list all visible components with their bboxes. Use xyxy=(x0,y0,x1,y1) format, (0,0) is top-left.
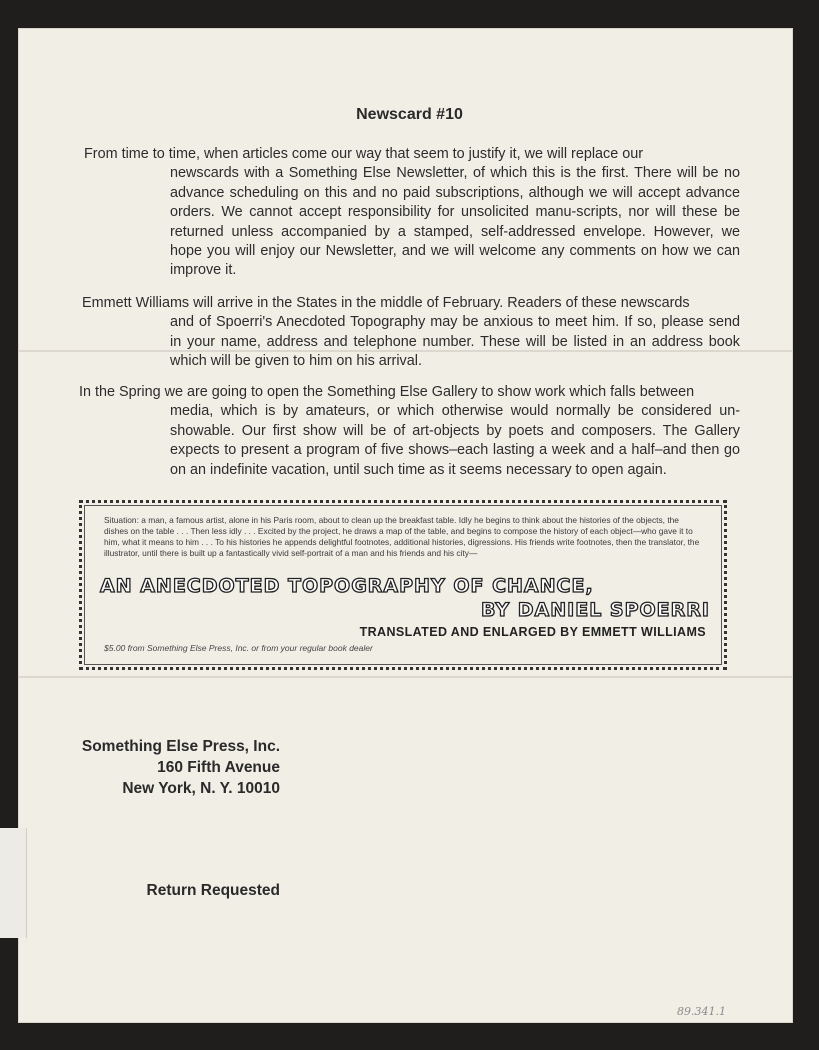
paragraph-body: and of Spoerri's Anecdoted Topography may be anxious to meet him. If so, please send in your name, address and telephone number. These will be listed in an address book which will be given to him on his arrival. xyxy=(170,314,740,370)
ad-translator-credit: TRANSLATED AND ENLARGED BY EMMETT WILLIAMS xyxy=(359,625,706,639)
accession-number: 89.341.1 xyxy=(677,1005,726,1018)
mounting-tape xyxy=(0,828,27,938)
paragraph-body: newscards with a Something Else Newsletter, of which this is the first. There will be no advance scheduling on this and no paid subscriptions, although we will accept advance orders. We cannot accept responsibility for unsolicited manu-scripts, nor will these be returned unless accompanied by a stamped, self-addressed envelope. However, we hope you will enjoy our Newsletter, and we will welcome any comments on how we can improve it. xyxy=(170,165,740,279)
newscard-title: Newscard #10 xyxy=(356,106,463,123)
paragraph-newsletter-intro xyxy=(84,145,740,281)
paragraph-first-line: From time to time, when articles come our way that seem to justify it, we will replace our xyxy=(84,146,644,162)
address-line-street: 160 Fifth Avenue xyxy=(157,759,280,776)
paragraph-emmett-williams xyxy=(82,294,740,372)
return-requested: Return Requested xyxy=(146,882,280,899)
ad-book-author: BY DANIEL SPOERRI xyxy=(480,599,710,621)
paragraph-gallery xyxy=(79,383,740,480)
fold-line-lower xyxy=(18,676,793,678)
paragraph-body: media, which is by amateurs, or which otherwise would normally be considered un-showable. Our first show will be of art-objects by poets and composers. The Gallery expects to present a program of five shows–each lasting a week and a half–and then go on an indefinite vacation, until such time as it seems necessary to open again. xyxy=(170,403,740,478)
return-address xyxy=(60,736,280,799)
ad-book-title: AN ANECDOTED TOPOGRAPHY OF CHANCE, xyxy=(100,575,594,597)
ad-situation-text: Situation: a man, a famous artist, alone in his Paris room, about to clean up the breakfast table. Idly he begins to think about the histories of the objects, the dishes on the table . . . Then less idly . . . Excited by the project, he draws a map of the table, and begins to compose the history of each object—who gave it to him, what it means to him . . . To his histories he appends delightful footnotes, additional histories, digressions. His friends write footnotes, then the translator, the illustrator, until there is built up a fantastically vivid self-portrait of a man and his friends and his city— xyxy=(104,515,700,558)
address-line-company: Something Else Press, Inc. xyxy=(81,738,280,755)
paragraph-first-line: Emmett Williams will arrive in the States in the middle of February. Readers of these newscards xyxy=(82,295,690,311)
address-line-city: New York, N. Y. 10010 xyxy=(122,780,280,797)
ad-price: $5.00 from Something Else Press, Inc. or from your regular book dealer xyxy=(104,643,373,653)
paragraph-first-line: In the Spring we are going to open the Something Else Gallery to show work which falls between xyxy=(79,384,695,400)
book-advertisement xyxy=(79,500,727,670)
